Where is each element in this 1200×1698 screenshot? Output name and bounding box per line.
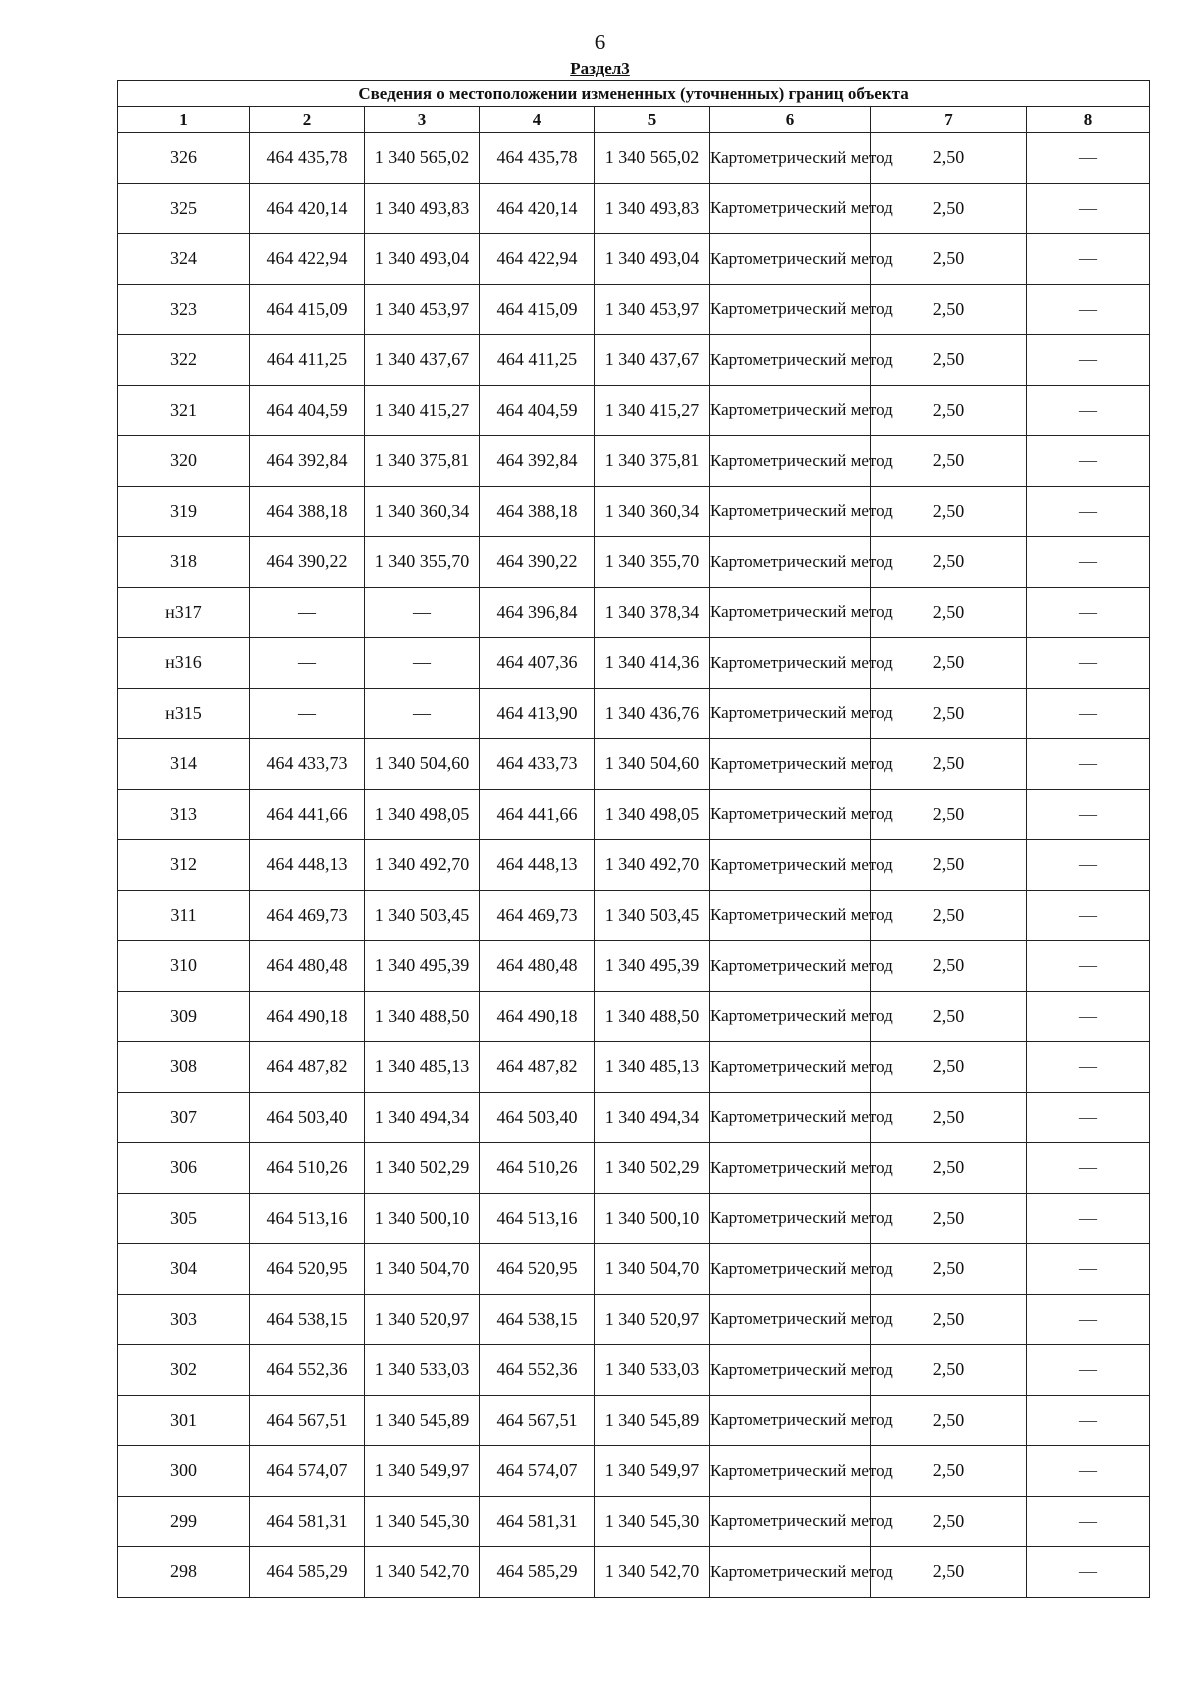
page-number: 6 <box>594 30 606 54</box>
cell-y-new: 1 340 375,81 <box>595 436 710 487</box>
table-row <box>118 1244 1150 1295</box>
cell-method: Картометрический метод <box>710 739 871 790</box>
cell-y-old: 1 340 520,97 <box>365 1294 480 1345</box>
cell-x-old: 464 487,82 <box>250 1042 365 1093</box>
cell-y-new: 1 340 533,03 <box>595 1345 710 1396</box>
cell-note: — <box>1027 1395 1150 1446</box>
cell-y-old: 1 340 495,39 <box>365 941 480 992</box>
table-row <box>118 486 1150 537</box>
cell-method: Картометрический метод <box>710 1193 871 1244</box>
cell-method: Картометрический метод <box>710 234 871 285</box>
cell-y-new: 1 340 360,34 <box>595 486 710 537</box>
cell-method: Картометрический метод <box>710 436 871 487</box>
cell-note: — <box>1027 991 1150 1042</box>
cell-x-new: 464 513,16 <box>480 1193 595 1244</box>
cell-method: Картометрический метод <box>710 537 871 588</box>
cell-y-new: 1 340 485,13 <box>595 1042 710 1093</box>
cell-note: — <box>1027 1193 1150 1244</box>
cell-y-new: 1 340 504,70 <box>595 1244 710 1295</box>
table-caption-row <box>118 81 1150 107</box>
column-number: 4 <box>480 107 595 133</box>
cell-y-old: 1 340 375,81 <box>365 436 480 487</box>
cell-accuracy: 2,50 <box>871 1547 1027 1598</box>
cell-note: — <box>1027 335 1150 386</box>
cell-accuracy: 2,50 <box>871 1446 1027 1497</box>
column-number: 7 <box>871 107 1027 133</box>
cell-method: Картометрический метод <box>710 183 871 234</box>
cell-y-old: 1 340 488,50 <box>365 991 480 1042</box>
table-body <box>118 133 1150 1598</box>
cell-point-number: 308 <box>118 1042 250 1093</box>
cell-x-new: 464 574,07 <box>480 1446 595 1497</box>
cell-accuracy: 2,50 <box>871 335 1027 386</box>
cell-method: Картометрический метод <box>710 1294 871 1345</box>
cell-y-old: — <box>365 688 480 739</box>
cell-point-number: 311 <box>118 890 250 941</box>
cell-x-new: 464 487,82 <box>480 1042 595 1093</box>
cell-x-new: 464 503,40 <box>480 1092 595 1143</box>
cell-method: Картометрический метод <box>710 486 871 537</box>
cell-method: Картометрический метод <box>710 1547 871 1598</box>
table-row <box>118 991 1150 1042</box>
cell-x-new: 464 415,09 <box>480 284 595 335</box>
cell-point-number: 314 <box>118 739 250 790</box>
cell-x-new: 464 407,36 <box>480 638 595 689</box>
cell-method: Картометрический метод <box>710 1446 871 1497</box>
cell-method: Картометрический метод <box>710 789 871 840</box>
cell-y-old: — <box>365 587 480 638</box>
cell-method: Картометрический метод <box>710 941 871 992</box>
cell-point-number: 321 <box>118 385 250 436</box>
cell-method: Картометрический метод <box>710 1092 871 1143</box>
cell-y-new: 1 340 355,70 <box>595 537 710 588</box>
table-row <box>118 941 1150 992</box>
table-row <box>118 436 1150 487</box>
cell-x-old: 464 392,84 <box>250 436 365 487</box>
cell-x-old: — <box>250 638 365 689</box>
cell-note: — <box>1027 688 1150 739</box>
cell-y-old: 1 340 492,70 <box>365 840 480 891</box>
cell-accuracy: 2,50 <box>871 183 1027 234</box>
cell-note: — <box>1027 1092 1150 1143</box>
cell-point-number: 323 <box>118 284 250 335</box>
cell-y-new: 1 340 436,76 <box>595 688 710 739</box>
cell-x-new: 464 422,94 <box>480 234 595 285</box>
cell-x-new: 464 552,36 <box>480 1345 595 1396</box>
cell-x-old: 464 422,94 <box>250 234 365 285</box>
cell-point-number: н315 <box>118 688 250 739</box>
table-row <box>118 1092 1150 1143</box>
cell-accuracy: 2,50 <box>871 1143 1027 1194</box>
cell-x-old: 464 435,78 <box>250 133 365 184</box>
cell-x-old: 464 404,59 <box>250 385 365 436</box>
cell-x-old: 464 552,36 <box>250 1345 365 1396</box>
cell-x-old: 464 433,73 <box>250 739 365 790</box>
cell-x-old: 464 490,18 <box>250 991 365 1042</box>
cell-x-new: 464 448,13 <box>480 840 595 891</box>
cell-y-new: 1 340 498,05 <box>595 789 710 840</box>
cell-method: Картометрический метод <box>710 1345 871 1396</box>
table-row <box>118 840 1150 891</box>
column-number: 8 <box>1027 107 1150 133</box>
cell-note: — <box>1027 1496 1150 1547</box>
coordinates-table <box>117 80 1150 1598</box>
cell-y-new: 1 340 502,29 <box>595 1143 710 1194</box>
cell-y-old: 1 340 545,89 <box>365 1395 480 1446</box>
cell-x-old: 464 415,09 <box>250 284 365 335</box>
cell-method: Картометрический метод <box>710 890 871 941</box>
cell-y-old: 1 340 549,97 <box>365 1446 480 1497</box>
cell-x-new: 464 433,73 <box>480 739 595 790</box>
cell-x-old: 464 567,51 <box>250 1395 365 1446</box>
cell-x-old: 464 388,18 <box>250 486 365 537</box>
table-row <box>118 1446 1150 1497</box>
cell-x-old: — <box>250 587 365 638</box>
cell-x-new: 464 441,66 <box>480 789 595 840</box>
table-row <box>118 335 1150 386</box>
cell-point-number: 326 <box>118 133 250 184</box>
cell-point-number: 306 <box>118 1143 250 1194</box>
table-row <box>118 385 1150 436</box>
cell-x-new: 464 388,18 <box>480 486 595 537</box>
cell-method: Картометрический метод <box>710 1244 871 1295</box>
cell-point-number: 313 <box>118 789 250 840</box>
cell-point-number: 298 <box>118 1547 250 1598</box>
cell-x-old: 464 581,31 <box>250 1496 365 1547</box>
table-row <box>118 890 1150 941</box>
cell-x-old: 464 510,26 <box>250 1143 365 1194</box>
cell-note: — <box>1027 486 1150 537</box>
cell-x-new: 464 396,84 <box>480 587 595 638</box>
cell-y-new: 1 340 414,36 <box>595 638 710 689</box>
cell-note: — <box>1027 284 1150 335</box>
cell-y-old: 1 340 493,83 <box>365 183 480 234</box>
table-row <box>118 1345 1150 1396</box>
cell-point-number: 324 <box>118 234 250 285</box>
cell-point-number: 307 <box>118 1092 250 1143</box>
cell-y-old: 1 340 494,34 <box>365 1092 480 1143</box>
cell-note: — <box>1027 1294 1150 1345</box>
cell-point-number: н317 <box>118 587 250 638</box>
table-row <box>118 587 1150 638</box>
cell-x-old: 464 390,22 <box>250 537 365 588</box>
column-number: 2 <box>250 107 365 133</box>
table-row <box>118 789 1150 840</box>
cell-x-new: 464 538,15 <box>480 1294 595 1345</box>
cell-point-number: н316 <box>118 638 250 689</box>
cell-y-old: 1 340 415,27 <box>365 385 480 436</box>
cell-x-new: 464 413,90 <box>480 688 595 739</box>
cell-x-old: 464 480,48 <box>250 941 365 992</box>
cell-note: — <box>1027 789 1150 840</box>
cell-y-old: 1 340 542,70 <box>365 1547 480 1598</box>
cell-accuracy: 2,50 <box>871 890 1027 941</box>
column-number: 5 <box>595 107 710 133</box>
cell-y-new: 1 340 520,97 <box>595 1294 710 1345</box>
cell-x-old: 464 520,95 <box>250 1244 365 1295</box>
cell-note: — <box>1027 133 1150 184</box>
table-row <box>118 638 1150 689</box>
cell-point-number: 301 <box>118 1395 250 1446</box>
cell-y-new: 1 340 503,45 <box>595 890 710 941</box>
cell-method: Картометрический метод <box>710 840 871 891</box>
cell-y-new: 1 340 415,27 <box>595 385 710 436</box>
cell-accuracy: 2,50 <box>871 133 1027 184</box>
cell-y-new: 1 340 504,60 <box>595 739 710 790</box>
cell-method: Картометрический метод <box>710 688 871 739</box>
table-row <box>118 284 1150 335</box>
cell-x-old: 464 469,73 <box>250 890 365 941</box>
cell-accuracy: 2,50 <box>871 1042 1027 1093</box>
cell-y-old: 1 340 504,60 <box>365 739 480 790</box>
table-row <box>118 1143 1150 1194</box>
cell-method: Картометрический метод <box>710 1395 871 1446</box>
cell-point-number: 309 <box>118 991 250 1042</box>
cell-x-old: 464 538,15 <box>250 1294 365 1345</box>
cell-y-old: 1 340 503,45 <box>365 890 480 941</box>
cell-y-old: 1 340 504,70 <box>365 1244 480 1295</box>
cell-x-new: 464 420,14 <box>480 183 595 234</box>
cell-point-number: 318 <box>118 537 250 588</box>
cell-note: — <box>1027 385 1150 436</box>
cell-accuracy: 2,50 <box>871 688 1027 739</box>
cell-accuracy: 2,50 <box>871 1193 1027 1244</box>
cell-point-number: 325 <box>118 183 250 234</box>
cell-y-old: 1 340 545,30 <box>365 1496 480 1547</box>
cell-x-new: 464 392,84 <box>480 436 595 487</box>
cell-x-new: 464 411,25 <box>480 335 595 386</box>
cell-y-old: 1 340 493,04 <box>365 234 480 285</box>
cell-note: — <box>1027 1143 1150 1194</box>
table-row <box>118 537 1150 588</box>
cell-accuracy: 2,50 <box>871 789 1027 840</box>
cell-y-new: 1 340 493,04 <box>595 234 710 285</box>
table-row <box>118 1496 1150 1547</box>
cell-x-new: 464 567,51 <box>480 1395 595 1446</box>
cell-accuracy: 2,50 <box>871 1092 1027 1143</box>
table-row <box>118 1547 1150 1598</box>
table-row <box>118 1042 1150 1093</box>
cell-point-number: 304 <box>118 1244 250 1295</box>
cell-accuracy: 2,50 <box>871 385 1027 436</box>
table-caption: Сведения о местоположении измененных (уточненных) границ объекта <box>118 81 1150 107</box>
cell-accuracy: 2,50 <box>871 1244 1027 1295</box>
cell-point-number: 322 <box>118 335 250 386</box>
cell-y-new: 1 340 378,34 <box>595 587 710 638</box>
cell-note: — <box>1027 1042 1150 1093</box>
column-number-row <box>118 107 1150 133</box>
table-row <box>118 739 1150 790</box>
cell-accuracy: 2,50 <box>871 486 1027 537</box>
cell-point-number: 320 <box>118 436 250 487</box>
cell-method: Картометрический метод <box>710 991 871 1042</box>
cell-y-new: 1 340 493,83 <box>595 183 710 234</box>
cell-y-new: 1 340 545,89 <box>595 1395 710 1446</box>
cell-y-new: 1 340 549,97 <box>595 1446 710 1497</box>
cell-x-old: 464 420,14 <box>250 183 365 234</box>
cell-note: — <box>1027 941 1150 992</box>
cell-x-new: 464 480,48 <box>480 941 595 992</box>
table-row <box>118 234 1150 285</box>
cell-y-old: 1 340 498,05 <box>365 789 480 840</box>
cell-method: Картометрический метод <box>710 335 871 386</box>
cell-y-old: 1 340 565,02 <box>365 133 480 184</box>
cell-method: Картометрический метод <box>710 1143 871 1194</box>
cell-note: — <box>1027 739 1150 790</box>
cell-x-old: 464 585,29 <box>250 1547 365 1598</box>
cell-x-new: 464 510,26 <box>480 1143 595 1194</box>
cell-y-old: 1 340 360,34 <box>365 486 480 537</box>
cell-point-number: 305 <box>118 1193 250 1244</box>
cell-y-new: 1 340 565,02 <box>595 133 710 184</box>
cell-method: Картометрический метод <box>710 587 871 638</box>
column-number: 3 <box>365 107 480 133</box>
cell-y-new: 1 340 453,97 <box>595 284 710 335</box>
table-row <box>118 688 1150 739</box>
cell-point-number: 319 <box>118 486 250 537</box>
cell-note: — <box>1027 1446 1150 1497</box>
cell-note: — <box>1027 638 1150 689</box>
cell-note: — <box>1027 1547 1150 1598</box>
cell-accuracy: 2,50 <box>871 840 1027 891</box>
cell-x-old: 464 441,66 <box>250 789 365 840</box>
cell-note: — <box>1027 234 1150 285</box>
cell-x-new: 464 390,22 <box>480 537 595 588</box>
table-row <box>118 183 1150 234</box>
cell-accuracy: 2,50 <box>871 991 1027 1042</box>
cell-point-number: 302 <box>118 1345 250 1396</box>
cell-y-old: 1 340 485,13 <box>365 1042 480 1093</box>
cell-method: Картометрический метод <box>710 638 871 689</box>
cell-x-new: 464 404,59 <box>480 385 595 436</box>
cell-x-new: 464 520,95 <box>480 1244 595 1295</box>
cell-x-new: 464 585,29 <box>480 1547 595 1598</box>
cell-note: — <box>1027 587 1150 638</box>
cell-accuracy: 2,50 <box>871 284 1027 335</box>
cell-y-old: — <box>365 638 480 689</box>
cell-note: — <box>1027 840 1150 891</box>
cell-y-old: 1 340 453,97 <box>365 284 480 335</box>
cell-y-new: 1 340 437,67 <box>595 335 710 386</box>
cell-point-number: 300 <box>118 1446 250 1497</box>
cell-y-new: 1 340 500,10 <box>595 1193 710 1244</box>
cell-y-old: 1 340 533,03 <box>365 1345 480 1396</box>
cell-x-new: 464 469,73 <box>480 890 595 941</box>
cell-accuracy: 2,50 <box>871 1496 1027 1547</box>
cell-accuracy: 2,50 <box>871 587 1027 638</box>
cell-method: Картометрический метод <box>710 133 871 184</box>
cell-accuracy: 2,50 <box>871 234 1027 285</box>
cell-y-old: 1 340 355,70 <box>365 537 480 588</box>
cell-point-number: 303 <box>118 1294 250 1345</box>
cell-point-number: 299 <box>118 1496 250 1547</box>
table-row <box>118 1395 1150 1446</box>
cell-note: — <box>1027 1345 1150 1396</box>
cell-accuracy: 2,50 <box>871 537 1027 588</box>
cell-method: Картометрический метод <box>710 385 871 436</box>
cell-accuracy: 2,50 <box>871 638 1027 689</box>
cell-accuracy: 2,50 <box>871 436 1027 487</box>
section-title: Раздел3 <box>570 59 630 78</box>
cell-y-new: 1 340 492,70 <box>595 840 710 891</box>
cell-method: Картометрический метод <box>710 1496 871 1547</box>
cell-note: — <box>1027 183 1150 234</box>
cell-y-old: 1 340 502,29 <box>365 1143 480 1194</box>
cell-point-number: 310 <box>118 941 250 992</box>
column-number: 6 <box>710 107 871 133</box>
cell-x-old: 464 503,40 <box>250 1092 365 1143</box>
cell-accuracy: 2,50 <box>871 1395 1027 1446</box>
cell-accuracy: 2,50 <box>871 739 1027 790</box>
cell-accuracy: 2,50 <box>871 941 1027 992</box>
cell-y-new: 1 340 542,70 <box>595 1547 710 1598</box>
cell-x-old: 464 448,13 <box>250 840 365 891</box>
cell-y-old: 1 340 437,67 <box>365 335 480 386</box>
cell-x-old: — <box>250 688 365 739</box>
cell-point-number: 312 <box>118 840 250 891</box>
cell-y-new: 1 340 545,30 <box>595 1496 710 1547</box>
cell-method: Картометрический метод <box>710 1042 871 1093</box>
cell-method: Картометрический метод <box>710 284 871 335</box>
cell-y-new: 1 340 488,50 <box>595 991 710 1042</box>
cell-x-new: 464 581,31 <box>480 1496 595 1547</box>
cell-x-new: 464 490,18 <box>480 991 595 1042</box>
cell-x-old: 464 513,16 <box>250 1193 365 1244</box>
cell-accuracy: 2,50 <box>871 1294 1027 1345</box>
cell-y-new: 1 340 495,39 <box>595 941 710 992</box>
table-row <box>118 1193 1150 1244</box>
cell-note: — <box>1027 890 1150 941</box>
cell-y-new: 1 340 494,34 <box>595 1092 710 1143</box>
cell-note: — <box>1027 537 1150 588</box>
cell-x-old: 464 411,25 <box>250 335 365 386</box>
cell-note: — <box>1027 1244 1150 1295</box>
cell-x-old: 464 574,07 <box>250 1446 365 1497</box>
cell-accuracy: 2,50 <box>871 1345 1027 1396</box>
cell-note: — <box>1027 436 1150 487</box>
cell-x-new: 464 435,78 <box>480 133 595 184</box>
table-row <box>118 1294 1150 1345</box>
column-number: 1 <box>118 107 250 133</box>
cell-y-old: 1 340 500,10 <box>365 1193 480 1244</box>
table-row <box>118 133 1150 184</box>
